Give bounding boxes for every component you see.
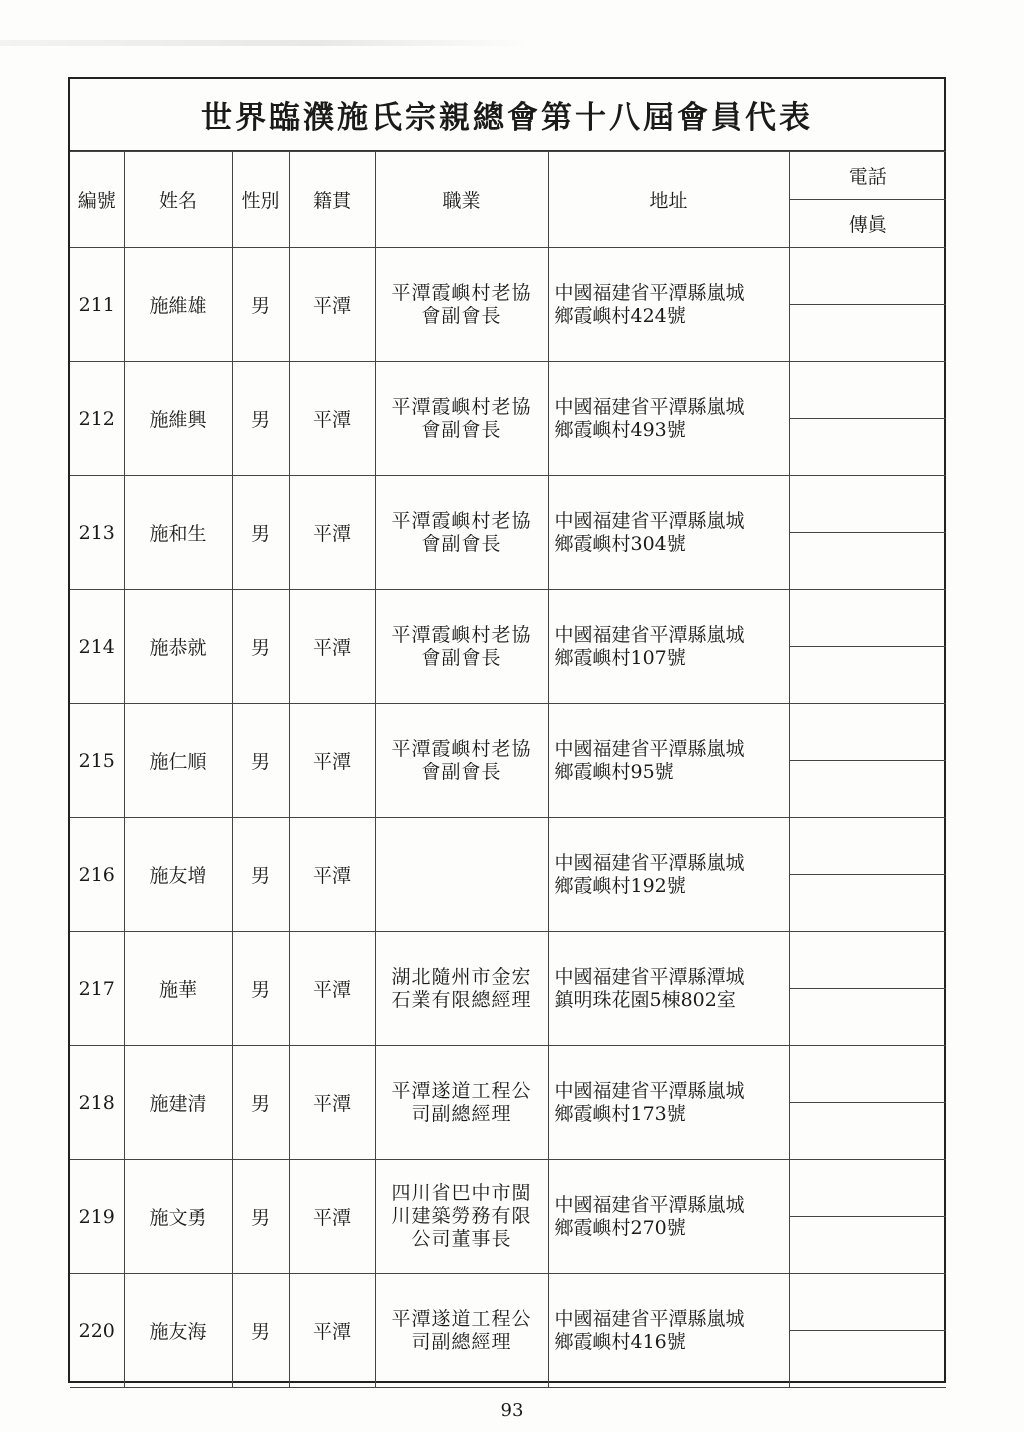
fax-value [790,1217,947,1273]
member-number: 218 [70,1046,124,1160]
page-title: 世界臨濮施氏宗親總會第十八屆會員代表 [70,79,944,151]
header-origin: 籍貫 [289,152,375,248]
header-number: 編號 [70,152,124,248]
address-line: 鄉霞嶼村270號 [554,1216,686,1239]
address-line: 中國福建省平潭縣嵐城 [554,395,745,418]
member-gender: 男 [232,932,289,1046]
address-line: 中國福建省平潭縣嵐城 [554,509,745,532]
header-fax: 傳眞 [848,214,887,236]
member-occupation [375,248,548,362]
occupation-line: 平潭遂道工程公 [391,1307,532,1330]
member-occupation [375,590,548,704]
member-occupation [375,1046,548,1160]
header-contact [789,152,946,248]
address-line: 中國福建省平潭縣嵐城 [554,1193,745,1216]
phone-value [790,1046,947,1103]
occupation-line: 司副總經理 [411,1102,512,1125]
address-line: 中國福建省平潭縣嵐城 [554,1307,745,1330]
occupation-line: 平潭霞嶼村老協 [391,509,532,532]
member-name: 施建清 [124,1046,232,1160]
member-address [548,1274,789,1388]
member-occupation [375,1160,548,1274]
member-gender: 男 [232,818,289,932]
phone-value [790,932,947,989]
table-row [70,932,946,1046]
member-address [548,248,789,362]
member-address [548,704,789,818]
address-line: 鄉霞嶼村493號 [554,418,686,441]
occupation-line: 川建築勞務有限 [391,1205,532,1227]
occupation-line: 平潭霞嶼村老協 [391,737,532,760]
address-line: 中國福建省平潭縣嵐城 [554,623,745,646]
phone-value [790,1160,947,1217]
header-occupation: 職業 [375,152,548,248]
member-address [548,818,789,932]
member-address [548,476,789,590]
occupation-line: 公司董事長 [411,1228,512,1250]
member-table [70,151,946,1388]
member-name: 施仁順 [124,704,232,818]
member-number: 214 [70,590,124,704]
member-contact [789,818,946,932]
fax-value [790,305,947,361]
member-contact [789,1160,946,1274]
occupation-line: 平潭霞嶼村老協 [391,281,532,304]
table-row [70,1274,946,1388]
fax-value [790,989,947,1045]
fax-value [790,875,947,931]
fax-value [790,419,947,475]
fax-value [790,761,947,817]
table-row [70,362,946,476]
member-origin: 平潭 [289,590,375,704]
header-address: 地址 [548,152,789,248]
member-number: 219 [70,1160,124,1274]
member-contact [789,476,946,590]
header-gender: 性別 [232,152,289,248]
occupation-line: 司副總經理 [411,1330,512,1353]
member-occupation [375,932,548,1046]
occupation-line: 平潭霞嶼村老協 [391,623,532,646]
address-line: 鄉霞嶼村424號 [554,304,686,327]
member-name: 施文勇 [124,1160,232,1274]
member-name: 施友增 [124,818,232,932]
member-number: 217 [70,932,124,1046]
member-name: 施和生 [124,476,232,590]
member-number: 220 [70,1274,124,1388]
header-name: 姓名 [124,152,232,248]
phone-value [790,818,947,875]
member-occupation [375,1274,548,1388]
fax-value [790,1103,947,1159]
member-origin: 平潭 [289,362,375,476]
fax-value [790,533,947,589]
member-occupation [375,362,548,476]
member-name: 施友海 [124,1274,232,1388]
member-gender: 男 [232,1274,289,1388]
member-origin: 平潭 [289,932,375,1046]
document-frame [68,77,946,1383]
member-gender: 男 [232,1160,289,1274]
member-gender: 男 [232,1046,289,1160]
occupation-line: 石業有限總經理 [391,988,532,1011]
address-line: 鄉霞嶼村173號 [554,1102,686,1125]
address-line: 中國福建省平潭縣潭城 [554,965,745,988]
occupation-line: 湖北隨州市金宏 [391,965,532,988]
member-contact [789,590,946,704]
member-number: 213 [70,476,124,590]
page-number: 93 [500,1400,524,1421]
phone-value [790,248,947,305]
member-address [548,932,789,1046]
member-number: 215 [70,704,124,818]
fax-value [790,647,947,703]
member-contact [789,248,946,362]
table-row [70,590,946,704]
member-address [548,590,789,704]
member-address [548,1160,789,1274]
table-row [70,476,946,590]
address-line: 鄉霞嶼村304號 [554,532,686,555]
phone-value [790,704,947,761]
occupation-line: 四川省巴中市閩 [391,1182,532,1204]
occupation-line: 會副會長 [421,418,502,441]
member-contact [789,362,946,476]
occupation-line: 平潭霞嶼村老協 [391,395,532,418]
occupation-line: 平潭遂道工程公 [391,1079,532,1102]
phone-value [790,476,947,533]
address-line: 鎮明珠花園5棟802室 [554,988,736,1011]
member-number: 211 [70,248,124,362]
table-row [70,248,946,362]
member-occupation [375,704,548,818]
table-row [70,818,946,932]
member-occupation [375,818,548,932]
phone-value [790,590,947,647]
member-occupation [375,476,548,590]
occupation-line: 會副會長 [421,760,502,783]
scan-artifact [0,40,530,46]
table-row [70,704,946,818]
member-origin: 平潭 [289,1274,375,1388]
member-gender: 男 [232,704,289,818]
address-line: 中國福建省平潭縣嵐城 [554,1079,745,1102]
address-line: 鄉霞嶼村95號 [554,760,674,783]
member-gender: 男 [232,362,289,476]
member-gender: 男 [232,590,289,704]
member-gender: 男 [232,248,289,362]
member-origin: 平潭 [289,1160,375,1274]
member-origin: 平潭 [289,248,375,362]
member-name: 施維雄 [124,248,232,362]
member-origin: 平潭 [289,704,375,818]
table-body [70,248,946,1388]
member-name: 施華 [124,932,232,1046]
occupation-line: 會副會長 [421,532,502,555]
member-address [548,1046,789,1160]
table-row [70,1160,946,1274]
member-name: 施恭就 [124,590,232,704]
member-origin: 平潭 [289,1046,375,1160]
member-origin: 平潭 [289,476,375,590]
address-line: 鄉霞嶼村192號 [554,874,686,897]
header-row [70,152,946,248]
occupation-line: 會副會長 [421,646,502,669]
occupation-line: 會副會長 [421,304,502,327]
table-row [70,1046,946,1160]
phone-value [790,362,947,419]
member-contact [789,704,946,818]
address-line: 鄉霞嶼村416號 [554,1330,686,1353]
member-contact [789,932,946,1046]
address-line: 中國福建省平潭縣嵐城 [554,851,745,874]
address-line: 中國福建省平潭縣嵐城 [554,281,745,304]
member-contact [789,1046,946,1160]
phone-value [790,1274,947,1331]
member-contact [789,1274,946,1388]
member-name: 施維興 [124,362,232,476]
member-origin: 平潭 [289,818,375,932]
header-phone: 電話 [790,152,947,200]
address-line: 中國福建省平潭縣嵐城 [554,737,745,760]
member-address [548,362,789,476]
address-line: 鄉霞嶼村107號 [554,646,686,669]
member-number: 216 [70,818,124,932]
member-number: 212 [70,362,124,476]
member-gender: 男 [232,476,289,590]
fax-value [790,1331,947,1387]
